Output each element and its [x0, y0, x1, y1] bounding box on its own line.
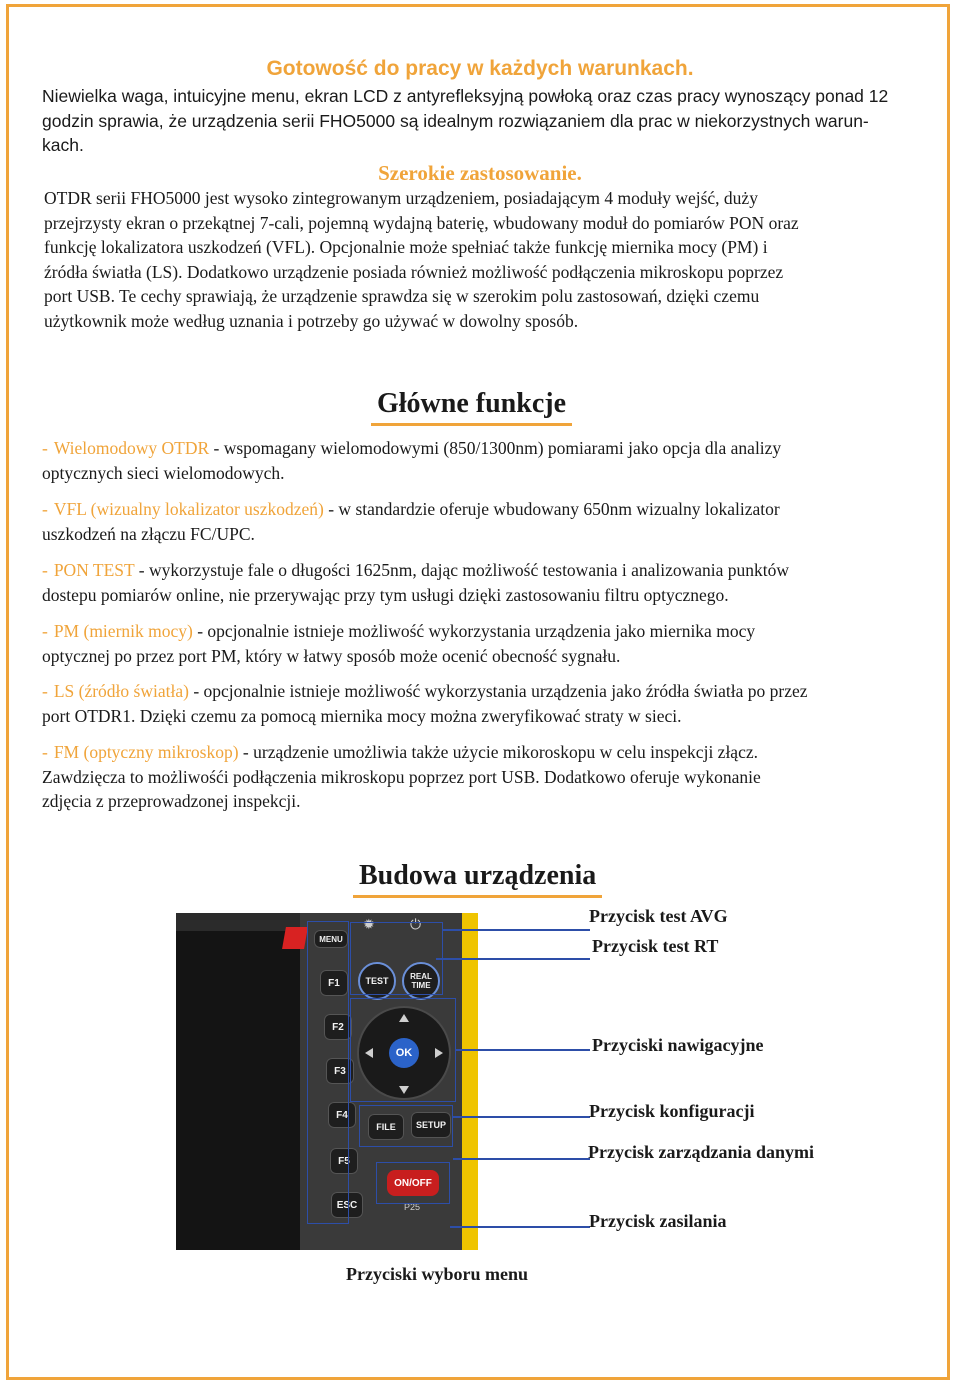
- power-button[interactable]: ON/OFF: [387, 1170, 439, 1196]
- model-marking: P25: [404, 1202, 421, 1212]
- f5-button[interactable]: F5: [330, 1148, 358, 1174]
- label-menu-keys: Przyciski wyboru menu: [346, 1264, 528, 1284]
- text-line: źródła światła (LS). Dodatkowo urządzenie posiada również możliwość podłączenia mikroskopu poprzez: [44, 261, 784, 282]
- bullet-dash: -: [42, 742, 48, 762]
- callout-line: [443, 929, 590, 931]
- label-avg-test: Przycisk test AVG: [589, 906, 728, 926]
- device-screen: [176, 931, 300, 1250]
- text-line: Niewielka waga, intuicyjne menu, ekran LCD z antyrefleksyjną powłoką oraz czas pracy wynoszący ponad 12: [42, 86, 889, 106]
- label-data-management: Przycisk zarządzania danymi: [588, 1142, 814, 1162]
- bullet-dash: -: [42, 621, 48, 641]
- highlight-navigation: [350, 998, 456, 1102]
- setup-button[interactable]: SETUP: [411, 1112, 451, 1138]
- device-red-tab: [282, 927, 308, 949]
- feature-name: VFL (wizualny lokalizator uszkodzeń): [53, 499, 324, 519]
- feature-item: [42, 619, 922, 668]
- label-rt-test: Przycisk test RT: [592, 936, 719, 956]
- label-configuration: Przycisk konfiguracji: [589, 1101, 755, 1121]
- brightness-icon: ✹: [363, 917, 375, 933]
- callout-line: [453, 1116, 590, 1118]
- bullet-dash: -: [42, 560, 48, 580]
- feature-name: PM (miernik mocy): [53, 621, 193, 641]
- text-line: kach.: [42, 135, 84, 155]
- highlight-file-setup: [359, 1105, 453, 1147]
- bullet-dash: -: [42, 438, 48, 458]
- section-readiness-text: [42, 84, 932, 158]
- feature-name: FM (optyczny mikroskop): [53, 742, 239, 762]
- feature-desc: - w standardzie oferuje wbudowany 650nm wizualny lokalizator: [323, 499, 780, 519]
- feature-desc: optycznych sieci wielomodowych.: [42, 462, 285, 483]
- text-line: funkcję lokalizatora uszkodzeń (VFL). Opcjonalnie może spełniać także funkcję miernika mocy (PM) i: [44, 237, 768, 257]
- f2-button[interactable]: F2: [324, 1014, 352, 1040]
- text-line: godzin sprawia, że urządzenia serii FHO5000 są idealnym rozwiązaniem dla prac w niekorzystnych warun-: [42, 110, 869, 131]
- feature-desc: - opcjonalnie istnieje możliwość wykorzystania urządzenia jako miernika mocy: [192, 621, 756, 641]
- feature-desc: - opcjonalnie istnieje możliwość wykorzystania urządzenia jako źródła światła po przez: [188, 681, 808, 701]
- feature-item: [42, 679, 922, 728]
- realtime-label-top: REAL: [410, 972, 432, 981]
- heading-main-functions: Główne funkcje: [371, 386, 572, 426]
- device-casing: [462, 913, 478, 1250]
- feature-desc: port OTDR1. Dzięki czemu za pomocą miernika mocy można zweryfikować straty w sieci.: [42, 705, 682, 726]
- highlight-menu-keys: [307, 921, 349, 1224]
- esc-button[interactable]: ESC: [331, 1192, 363, 1218]
- realtime-label-bottom: TIME: [411, 981, 431, 990]
- bullet-dash: -: [42, 499, 48, 519]
- text-line: port USB. Te cechy sprawiają, że urządzenie sprawdza się w szerokim polu zastosowań, dzięki czemu: [44, 286, 760, 306]
- f4-button[interactable]: F4: [328, 1102, 356, 1128]
- section-title-applications: Szerokie zastosowanie.: [378, 161, 582, 185]
- callout-line: [436, 958, 590, 960]
- feature-item: [42, 436, 922, 485]
- heading-device-construction: Budowa urządzenia: [353, 858, 602, 898]
- feature-desc: Zawdzięcza to możliwośći podłączenia mikroskopu poprzez port USB. Dodatkowo oferuje wykonanie: [42, 766, 761, 787]
- test-button[interactable]: TEST: [358, 962, 396, 1000]
- menu-button[interactable]: MENU: [314, 930, 348, 948]
- feature-name: Wielomodowy OTDR: [53, 438, 210, 458]
- feature-name: PON TEST: [53, 560, 135, 580]
- callout-line: [450, 1226, 590, 1228]
- feature-desc: - urządzenie umożliwia także użycie mikoroskopu w celu inspekcji złącz.: [238, 742, 758, 762]
- feature-item: [42, 558, 922, 607]
- feature-name: LS (źródło światła): [53, 681, 189, 701]
- highlight-test-keys: [350, 922, 443, 995]
- callout-line: [456, 1049, 590, 1051]
- f3-button[interactable]: F3: [326, 1058, 354, 1084]
- bullet-dash: -: [42, 681, 48, 701]
- callout-line: [453, 1158, 590, 1160]
- power-symbol-icon: ⏻: [410, 917, 422, 933]
- section-title-readiness: Gotowość do pracy w każdych warunkach.: [266, 57, 694, 80]
- feature-desc: zdjęcia z przeprowadzonej inspekcji.: [42, 791, 301, 811]
- section-applications-text: [44, 186, 934, 333]
- feature-desc: - wykorzystuje fale o długości 1625nm, dając możliwość testowania i analizowania punktów: [134, 560, 790, 580]
- highlight-power: [376, 1162, 450, 1204]
- text-line: przejrzysty ekran o przekątnej 7-cali, pojemną wydajną baterię, wbudowany moduł do pomiarów PON oraz: [44, 212, 799, 233]
- feature-desc: uszkodzeń na złączu FC/UPC.: [42, 523, 255, 544]
- feature-item: [42, 740, 922, 814]
- feature-desc: optycznej po przez port PM, który w łatwy sposób może ocenić obecność sygnału.: [42, 645, 621, 666]
- feature-desc: dostepu pomiarów online, nie przerywając przy tym usługi dzięki zastosowaniu filtru optycznego.: [42, 584, 729, 605]
- f1-button[interactable]: F1: [320, 970, 348, 996]
- text-line: OTDR serii FHO5000 jest wysoko zintegrowanym urządzeniem, posiadającym 4 moduły wejść, duży: [44, 188, 758, 208]
- label-navigation: Przyciski nawigacyjne: [592, 1035, 764, 1055]
- file-button[interactable]: FILE: [368, 1114, 404, 1140]
- ok-button[interactable]: OK: [389, 1038, 419, 1068]
- feature-item: [42, 497, 922, 546]
- label-power: Przycisk zasilania: [589, 1211, 727, 1231]
- text-line: użytkownik może według uznania i potrzeby go używać w dowolny sposób.: [44, 310, 579, 331]
- feature-desc: - wspomagany wielomodowymi (850/1300nm) pomiarami jako opcja dla analizy: [209, 438, 782, 458]
